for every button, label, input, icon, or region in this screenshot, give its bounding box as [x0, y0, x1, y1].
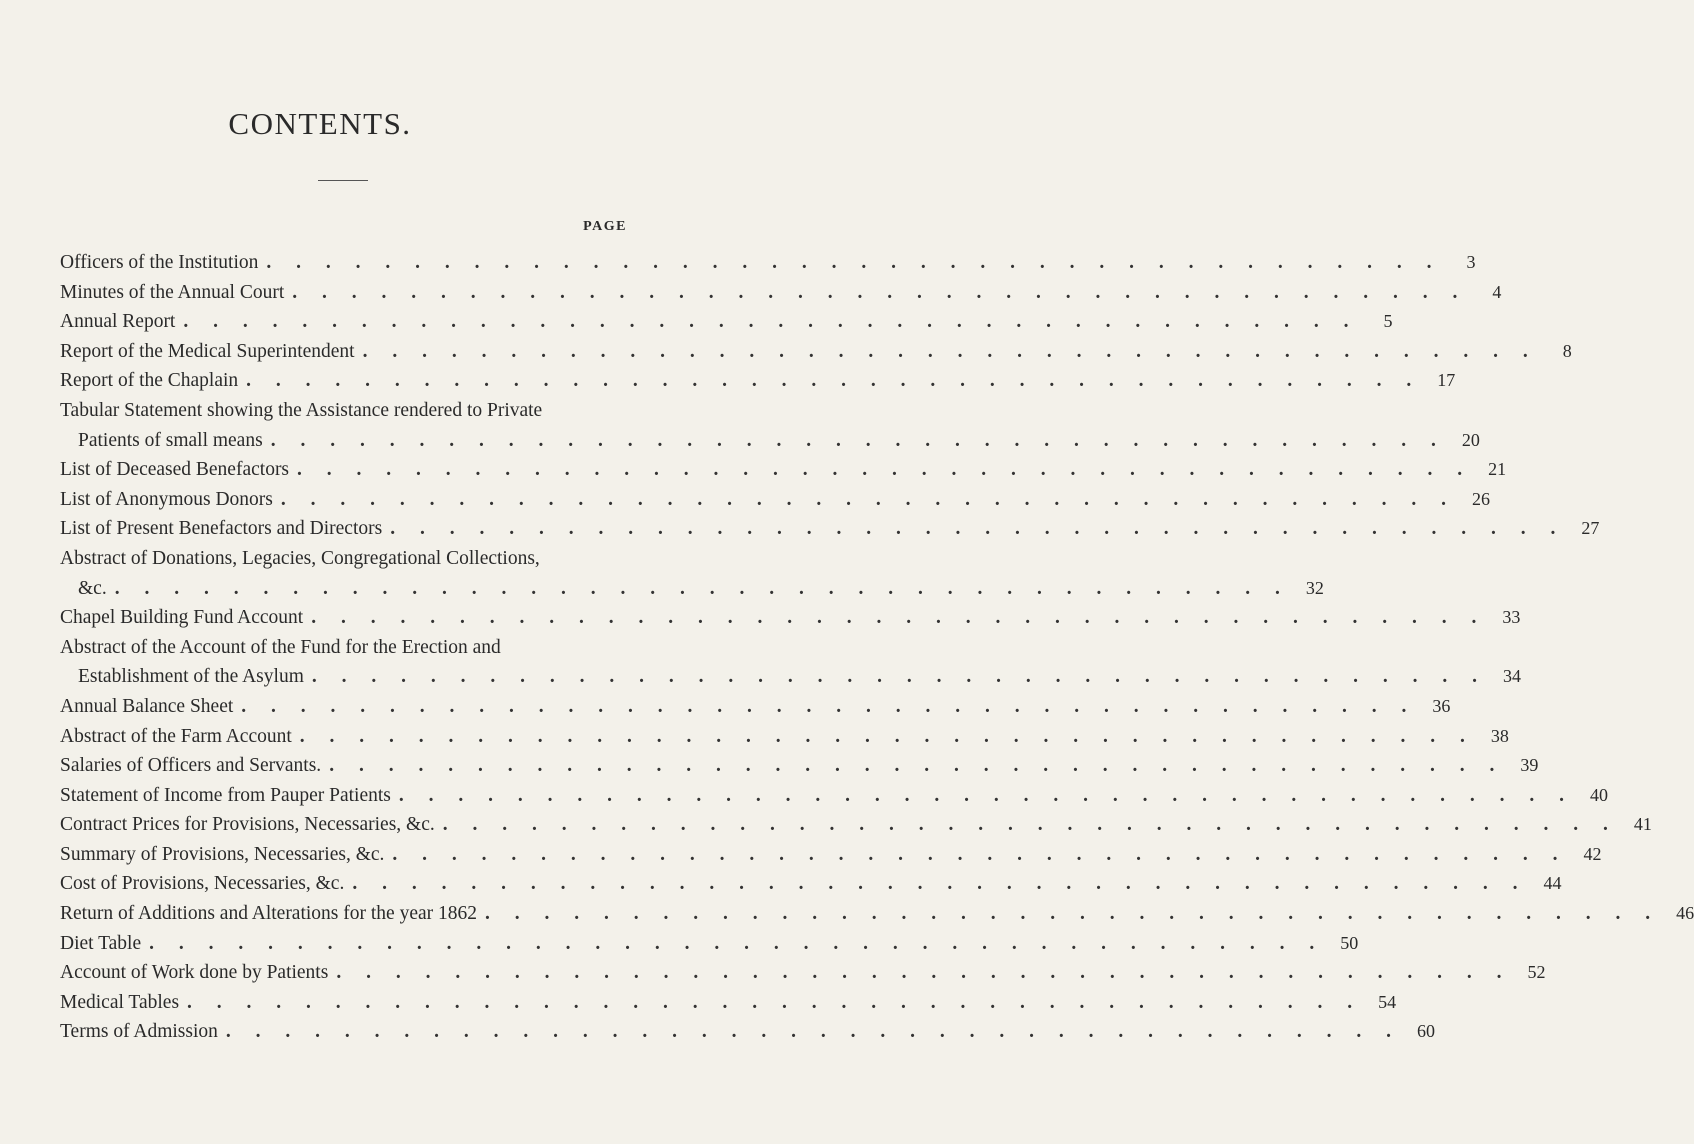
contents-entry: [60, 514, 1600, 544]
contents-entry: [60, 307, 1393, 337]
entry-page-number: 33: [1502, 607, 1521, 628]
leader-dots: . . . . . . . . . . . . . . . . . . . . . . . . . . . . . . . . . . . . . . . .: [485, 903, 1661, 925]
contents-entry: [60, 840, 1602, 870]
contents-entry: [60, 958, 1546, 988]
entry-page-number: 38: [1490, 725, 1509, 746]
entry-line: [60, 692, 1451, 722]
page-title: CONTENTS.: [228, 106, 412, 141]
entry-page-number: 60: [1417, 1021, 1436, 1042]
entry-line: [60, 278, 1502, 308]
entry-title: Salaries of Officers and Servants.: [60, 755, 322, 777]
leader-dots: . . . . . . . . . . . . . . . . . . . . . . . . . . . . . . . . . . . . . . . .: [266, 252, 1442, 273]
entry-title: Officers of the Institution: [60, 252, 259, 273]
contents-entry: [60, 278, 1502, 308]
entry-page-number: 32: [1305, 577, 1324, 598]
leader-dots: . . . . . . . . . . . . . . . . . . . . . . . . . . . . . . . . . . . . . . . .: [390, 518, 1566, 540]
leader-dots: . . . . . . . . . . . . . . . . . . . . . . . . . . . . . . . . . . . . . . . .: [297, 459, 1473, 481]
entry-title: Cost of Provisions, Necessaries, &c.: [60, 873, 345, 895]
leader-dots: . . . . . . . . . . . . . . . . . . . . . . . . . . . . . . . . . . . . . . . .: [149, 932, 1325, 954]
contents-entry: [60, 869, 1562, 899]
entry-page-number: 27: [1581, 518, 1600, 539]
leader-dots: . . . . . . . . . . . . . . . . . . . . . . . . . . . . . . . . . . . . . . . .: [311, 607, 1487, 629]
leader-dots: . . . . . . . . . . . . . . . . . . . . . . . . . . . . . . . . . . . . . . . .: [114, 577, 1290, 599]
entry-page-number: 34: [1502, 666, 1521, 687]
leader-dots: . . . . . . . . . . . . . . . . . . . . . . . . . . . . . . . . . . . . . . . .: [392, 843, 1568, 865]
entry-line: [60, 307, 1393, 337]
entry-line: [60, 396, 627, 426]
leader-dots: . . . . . . . . . . . . . . . . . . . . . . . . . . . . . . . . . . . . . . . .: [246, 370, 1422, 392]
contents-entry: [60, 988, 1397, 1018]
entry-title: &c.: [78, 577, 107, 599]
leader-dots: . . . . . . . . . . . . . . . . . . . . . . . . . . . . . . . . . . . . . . . .: [336, 962, 1512, 984]
entry-title: List of Deceased Benefactors: [60, 459, 290, 481]
entry-title: Contract Prices for Provisions, Necessaries, &c.: [60, 814, 435, 836]
entry-line: [60, 929, 1359, 959]
entry-page-number: 8: [1562, 340, 1572, 361]
entry-title: Diet Table: [60, 932, 142, 954]
contents-entry: [60, 1017, 1436, 1047]
entry-title: Report of the Chaplain: [60, 370, 239, 392]
entry-page-number: 50: [1340, 932, 1359, 953]
entry-page-number: 41: [1633, 814, 1652, 835]
entry-line: [60, 633, 627, 663]
entry-line: [60, 574, 1324, 604]
entry-page-number: 17: [1437, 370, 1456, 391]
contents-entry: [60, 692, 1451, 722]
contents-entry: [60, 396, 1480, 455]
entry-title: Establishment of the Asylum: [78, 666, 304, 688]
entry-line: [60, 840, 1602, 870]
entry-title: Tabular Statement showing the Assistance rendered to Private: [60, 399, 543, 421]
entry-title: Annual Report: [60, 311, 176, 333]
entry-line: [60, 988, 1397, 1018]
entry-title: Medical Tables: [60, 991, 180, 1013]
entry-page-number: 40: [1590, 784, 1608, 805]
entry-page-number: 44: [1543, 873, 1562, 894]
leader-dots: . . . . . . . . . . . . . . . . . . . . . . . . . . . . . . . . . . . . . . . .: [398, 784, 1574, 806]
entry-page-number: 3: [1466, 252, 1476, 272]
page-column-label: PAGE: [583, 219, 627, 234]
entry-page-number: 42: [1583, 843, 1602, 864]
contents-entry: [60, 751, 1539, 781]
entry-line: [60, 810, 1652, 840]
entry-title: Report of the Medical Superintendent: [60, 340, 355, 362]
entry-line: [60, 485, 1491, 515]
contents-entry: [60, 899, 1694, 929]
leader-dots: . . . . . . . . . . . . . . . . . . . . . . . . . . . . . . . . . . . . . . . .: [311, 666, 1487, 688]
entry-title: Return of Additions and Alterations for the year 1862: [60, 903, 478, 925]
entry-line: [60, 603, 1521, 633]
entry-page-number: 46: [1676, 903, 1694, 924]
contents-entry: [60, 722, 1509, 752]
entry-title: Chapel Building Fund Account: [60, 607, 304, 629]
leader-dots: . . . . . . . . . . . . . . . . . . . . . . . . . . . . . . . . . . . . . . . .: [270, 429, 1446, 451]
entry-title: List of Present Benefactors and Directors: [60, 518, 383, 540]
entry-title: Patients of small means: [78, 429, 263, 451]
entry-line: [60, 514, 1600, 544]
entry-line: [60, 781, 1608, 811]
entry-line: [60, 248, 1476, 278]
contents-entry: [60, 337, 1572, 367]
entry-line: [60, 899, 1694, 929]
entry-title: Terms of Admission: [60, 1021, 218, 1043]
contents-entry: [60, 781, 1608, 811]
contents-entry: [60, 544, 1324, 603]
contents-entry: [60, 248, 1476, 278]
entry-page-number: 26: [1472, 488, 1491, 509]
entry-title: Summary of Provisions, Necessaries, &c.: [60, 843, 385, 865]
title-rule: [318, 180, 368, 181]
entry-page-number: 4: [1492, 281, 1502, 302]
entry-page-number: 20: [1461, 429, 1480, 450]
entry-line: [60, 544, 627, 574]
entry-line: [60, 958, 1546, 988]
entry-line: [60, 426, 1480, 456]
entry-page-number: 52: [1527, 962, 1546, 983]
entry-line: [60, 722, 1509, 752]
leader-dots: . . . . . . . . . . . . . . . . . . . . . . . . . . . . . . . . . . . . . . . .: [329, 755, 1505, 777]
entry-page-number: 54: [1378, 991, 1397, 1012]
entry-title: Abstract of Donations, Legacies, Congregational Collections,: [60, 547, 540, 569]
entry-page-number: 5: [1383, 311, 1393, 332]
contents-entry: [60, 633, 1521, 692]
entry-line: [60, 662, 1521, 692]
entry-line: [60, 455, 1507, 485]
entry-title: List of Anonymous Donors: [60, 488, 273, 510]
leader-dots: . . . . . . . . . . . . . . . . . . . . . . . . . . . . . . . . . . . . . . . .: [362, 340, 1538, 362]
entry-line: [60, 366, 1456, 396]
leader-dots: . . . . . . . . . . . . . . . . . . . . . . . . . . . . . . . . . . . . . . . .: [352, 873, 1528, 895]
entry-title: Abstract of the Account of the Fund for the Erection and: [60, 636, 501, 658]
entry-line: [60, 337, 1572, 367]
entry-line: [60, 1017, 1436, 1047]
leader-dots: . . . . . . . . . . . . . . . . . . . . . . . . . . . . . . . . . . . . . . . .: [241, 695, 1417, 717]
leader-dots: . . . . . . . . . . . . . . . . . . . . . . . . . . . . . . . . . . . . . . . .: [183, 311, 1359, 333]
entry-title: Minutes of the Annual Court: [60, 281, 285, 303]
entry-title: Annual Balance Sheet: [60, 695, 234, 717]
leader-dots: . . . . . . . . . . . . . . . . . . . . . . . . . . . . . . . . . . . . . . . .: [187, 991, 1363, 1013]
leader-dots: . . . . . . . . . . . . . . . . . . . . . . . . . . . . . . . . . . . . . . . .: [280, 488, 1457, 510]
entry-page-number: 39: [1520, 755, 1539, 776]
contents-entry: [60, 455, 1507, 485]
contents-list: [60, 248, 1694, 1047]
entry-title: Account of Work done by Patients: [60, 962, 329, 984]
entry-line: [60, 869, 1562, 899]
entry-title: Abstract of the Farm Account: [60, 725, 292, 747]
entry-page-number: 21: [1488, 459, 1507, 480]
contents-entry: [60, 485, 1491, 515]
entry-line: [60, 751, 1539, 781]
leader-dots: . . . . . . . . . . . . . . . . . . . . . . . . . . . . . . . . . . . . . . . .: [292, 281, 1468, 303]
contents-entry: [60, 929, 1359, 959]
contents-entry: [60, 366, 1456, 396]
entry-title: Statement of Income from Pauper Patients: [60, 784, 391, 806]
leader-dots: . . . . . . . . . . . . . . . . . . . . . . . . . . . . . . . . . . . . . . . .: [299, 725, 1475, 747]
leader-dots: . . . . . . . . . . . . . . . . . . . . . . . . . . . . . . . . . . . . . . . .: [442, 814, 1618, 836]
contents-entry: [60, 810, 1652, 840]
contents-entry: [60, 603, 1521, 633]
entry-page-number: 36: [1432, 695, 1451, 716]
leader-dots: . . . . . . . . . . . . . . . . . . . . . . . . . . . . . . . . . . . . . . . .: [225, 1021, 1402, 1043]
